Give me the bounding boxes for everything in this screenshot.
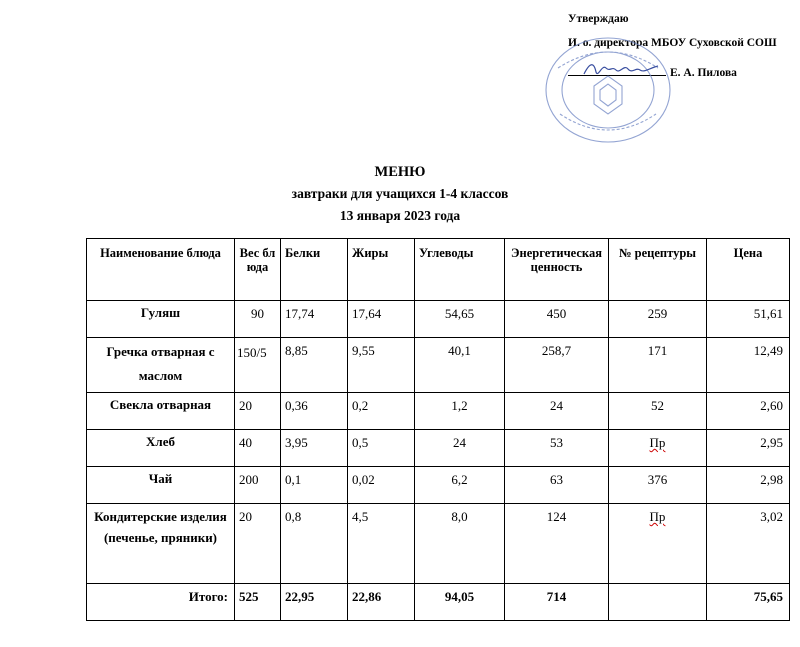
dish-proteins: 0,8 <box>281 504 348 584</box>
menu-date: 13 января 2023 года <box>339 208 461 223</box>
dish-name: Гречка отварная с маслом <box>87 338 235 393</box>
header-fats: Жиры <box>348 239 415 301</box>
total-proteins: 22,95 <box>281 584 348 621</box>
signatory-name: Е. А. Пилова <box>670 67 737 79</box>
dish-fats: 0,2 <box>348 393 415 430</box>
dish-proteins: 0,36 <box>281 393 348 430</box>
dish-recipe: 171 <box>609 338 707 393</box>
total-weight: 525 <box>235 584 281 621</box>
dish-energy: 63 <box>505 467 609 504</box>
total-energy: 714 <box>505 584 609 621</box>
dish-energy: 53 <box>505 430 609 467</box>
dish-price: 51,61 <box>707 301 790 338</box>
dish-fats: 0,02 <box>348 467 415 504</box>
dish-energy: 258,7 <box>505 338 609 393</box>
table-row <box>87 338 790 393</box>
table-total-row <box>87 584 790 621</box>
total-recipe <box>609 584 707 621</box>
dish-recipe: 376 <box>609 467 707 504</box>
dish-fats: 0,5 <box>348 430 415 467</box>
dish-price: 3,02 <box>707 504 790 584</box>
dish-name: Кондитерские изделия (печенье, пряники) <box>87 504 235 584</box>
total-label: Итого: <box>87 584 235 621</box>
menu-subtitle: завтраки для учащихся 1-4 классов <box>291 186 509 201</box>
dish-carbs: 54,65 <box>415 301 505 338</box>
header-recipe: № рецептуры <box>609 239 707 301</box>
header-energy <box>505 239 609 301</box>
dish-fats: 9,55 <box>348 338 415 393</box>
header-carbs: Углеводы <box>415 239 505 301</box>
dish-energy: 124 <box>505 504 609 584</box>
dish-weight: 150/5 <box>235 338 281 393</box>
table-row <box>87 393 790 430</box>
dish-price: 2,95 <box>707 430 790 467</box>
dish-energy: 450 <box>505 301 609 338</box>
official-stamp-icon <box>538 28 678 148</box>
table-row <box>87 430 790 467</box>
total-price: 75,65 <box>707 584 790 621</box>
dish-carbs: 40,1 <box>415 338 505 393</box>
dish-carbs: 1,2 <box>415 393 505 430</box>
header-weight-label: Вес блюда <box>239 246 276 274</box>
dish-name: Чай <box>87 467 235 504</box>
dish-recipe <box>609 504 707 584</box>
total-fats: 22,86 <box>348 584 415 621</box>
recipe-code: Пр <box>649 435 666 450</box>
dish-name: Гуляш <box>87 301 235 338</box>
dish-name: Хлеб <box>87 430 235 467</box>
dish-carbs: 6,2 <box>415 467 505 504</box>
dish-proteins: 17,74 <box>281 301 348 338</box>
header-weight <box>235 239 281 301</box>
table-row <box>87 467 790 504</box>
dish-proteins: 0,1 <box>281 467 348 504</box>
table-header-row <box>87 239 790 301</box>
dish-weight: 40 <box>235 430 281 467</box>
dish-carbs: 8,0 <box>415 504 505 584</box>
dish-weight: 20 <box>235 504 281 584</box>
dish-proteins: 3,95 <box>281 430 348 467</box>
dish-recipe: 259 <box>609 301 707 338</box>
dish-fats: 4,5 <box>348 504 415 584</box>
signature-icon <box>580 58 662 80</box>
dish-price: 2,98 <box>707 467 790 504</box>
dish-recipe: 52 <box>609 393 707 430</box>
header-energy-label: Энергетическая ценность <box>511 246 602 274</box>
recipe-code: Пр <box>649 509 666 524</box>
dish-weight: 200 <box>235 467 281 504</box>
header-proteins: Белки <box>281 239 348 301</box>
header-name: Наименование блюда <box>87 239 235 301</box>
dish-name: Свекла отварная <box>87 393 235 430</box>
total-carbs: 94,05 <box>415 584 505 621</box>
dish-fats: 17,64 <box>348 301 415 338</box>
menu-title: МЕНЮ <box>374 164 426 180</box>
table-row <box>87 301 790 338</box>
table-row <box>87 504 790 584</box>
approval-position: И. о. директора МБОУ Суховской СОШ <box>568 37 777 49</box>
approval-heading: Утверждаю <box>568 13 629 25</box>
dish-weight: 90 <box>235 301 281 338</box>
header-price: Цена <box>707 239 790 301</box>
dish-energy: 24 <box>505 393 609 430</box>
dish-recipe <box>609 430 707 467</box>
dish-weight: 20 <box>235 393 281 430</box>
dish-price: 12,49 <box>707 338 790 393</box>
dish-price: 2,60 <box>707 393 790 430</box>
dish-carbs: 24 <box>415 430 505 467</box>
menu-table <box>86 238 790 621</box>
dish-proteins: 8,85 <box>281 338 348 393</box>
